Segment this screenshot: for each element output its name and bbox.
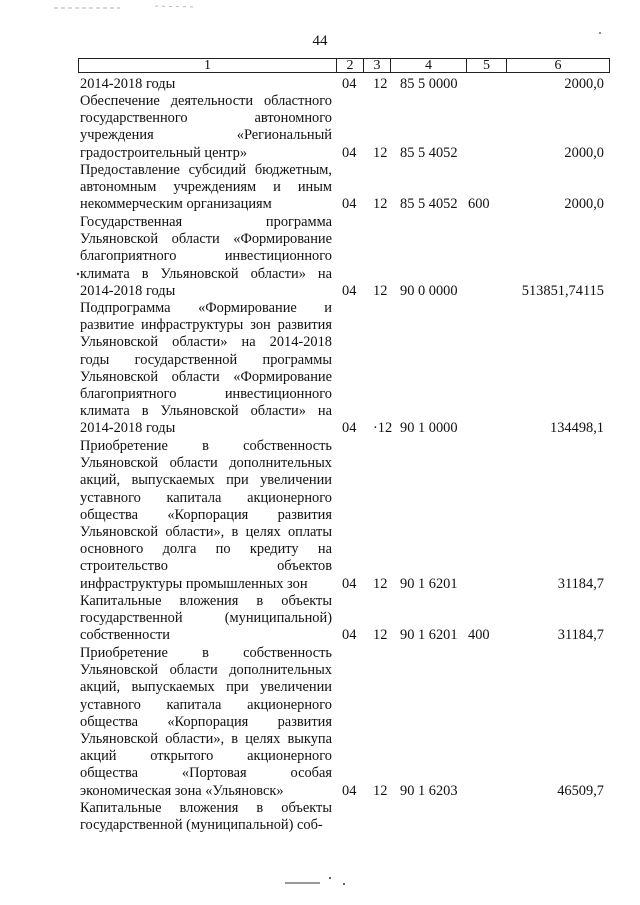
column-header-5: 5 bbox=[466, 59, 506, 72]
column-header-4: 4 bbox=[390, 59, 466, 72]
row-c6: 31184,7 bbox=[557, 627, 604, 644]
row-c5: 400 bbox=[468, 627, 490, 644]
row-c2: 04 bbox=[342, 144, 357, 161]
row-c3: ·12 bbox=[373, 420, 393, 437]
row-c3: 12 bbox=[373, 144, 388, 161]
row-description: Приобретение в собственность Ульяновской области дополнительных акций, выпускаемых при увеличении уставного капитала акционерного общества «Корпорация развития Ульяновской области», в целях оплаты основного долга по кредиту на строительство объектов инфраструктуры промышленных зон bbox=[80, 438, 332, 592]
row-c4: 90 1 0000 bbox=[400, 420, 458, 437]
row-description: Приобретение в собственность Ульяновской области дополнительных акций, выпускаемых при увеличении уставного капитала акционерного общества «Корпорация развития Ульяновской области», в целях выкупа акций открытого акционерного общества «Портовая особая экономическая зона «Ульяновск» bbox=[80, 645, 332, 799]
row-c2: 04 bbox=[342, 575, 357, 592]
row-c4: 90 1 6201 bbox=[400, 627, 458, 644]
row-c5: 600 bbox=[468, 196, 490, 213]
row-c4: 85 5 0000 bbox=[400, 76, 458, 92]
column-header-6: 6 bbox=[506, 59, 609, 72]
row-c4: 85 5 4052 bbox=[400, 144, 458, 161]
row-c2: 04 bbox=[342, 627, 357, 644]
row-c3: 12 bbox=[373, 575, 388, 592]
row-description: 2014-2018 годы bbox=[80, 76, 176, 92]
page-number: 44 bbox=[312, 33, 328, 49]
row-c2: 04 bbox=[342, 196, 357, 213]
row-description: Обеспечение деятельности областного государственного автономного учреждения «Региональный градостроительный центр» bbox=[80, 93, 332, 161]
row-c6: 2000,0 bbox=[564, 196, 604, 213]
column-header-3: 3 bbox=[363, 59, 390, 72]
table-header bbox=[78, 58, 610, 73]
row-c4: 90 1 6201 bbox=[400, 575, 458, 592]
row-c6: 31184,7 bbox=[557, 575, 604, 592]
row-c3: 12 bbox=[373, 196, 388, 213]
row-c3: 12 bbox=[373, 782, 388, 799]
row-description: Подпрограмма «Формирование и развитие инфраструктуры зон развития Ульяновской области» на 2014-2018 годы государственной программы Ульяновской области «Формирование благоприятного инвестиционного климата в Ульяновской области» на 2014-2018 годы bbox=[80, 300, 332, 437]
row-c3: 12 bbox=[373, 627, 388, 644]
row-c4: 90 0 0000 bbox=[400, 282, 458, 299]
row-c4: 85 5 4052 bbox=[400, 196, 458, 213]
row-c2: 04 bbox=[342, 282, 357, 299]
row-c6: 513851,74115 bbox=[521, 282, 604, 299]
row-c6: 2000,0 bbox=[564, 144, 604, 161]
row-c6: 134498,1 bbox=[550, 420, 604, 437]
row-description: Капитальные вложения в объекты государственной (муниципальной) собственности bbox=[80, 593, 332, 644]
row-c6: 2000,0 bbox=[564, 76, 604, 92]
row-c6: 46509,7 bbox=[557, 782, 604, 799]
column-header-1: 1 bbox=[204, 58, 211, 73]
row-c4: 90 1 6203 bbox=[400, 782, 458, 799]
row-c2: 04 bbox=[342, 76, 357, 92]
column-header-2: 2 bbox=[336, 59, 363, 72]
row-c2: 04 bbox=[342, 420, 357, 437]
row-description: Капитальные вложения в объекты государственной (муниципальной) соб- bbox=[80, 800, 332, 834]
row-c2: 04 bbox=[342, 782, 357, 799]
row-c3: 12 bbox=[373, 76, 388, 92]
row-description: Государственная программа Ульяновской области «Формирование благоприятного инвестиционного климата в Ульяновской области» на 2014-2018 годы bbox=[80, 214, 332, 299]
row-description: Предоставление субсидий бюджетным, автономным учреждениям и иным некоммерческим организациям bbox=[80, 162, 332, 213]
row-c3: 12 bbox=[373, 282, 388, 299]
